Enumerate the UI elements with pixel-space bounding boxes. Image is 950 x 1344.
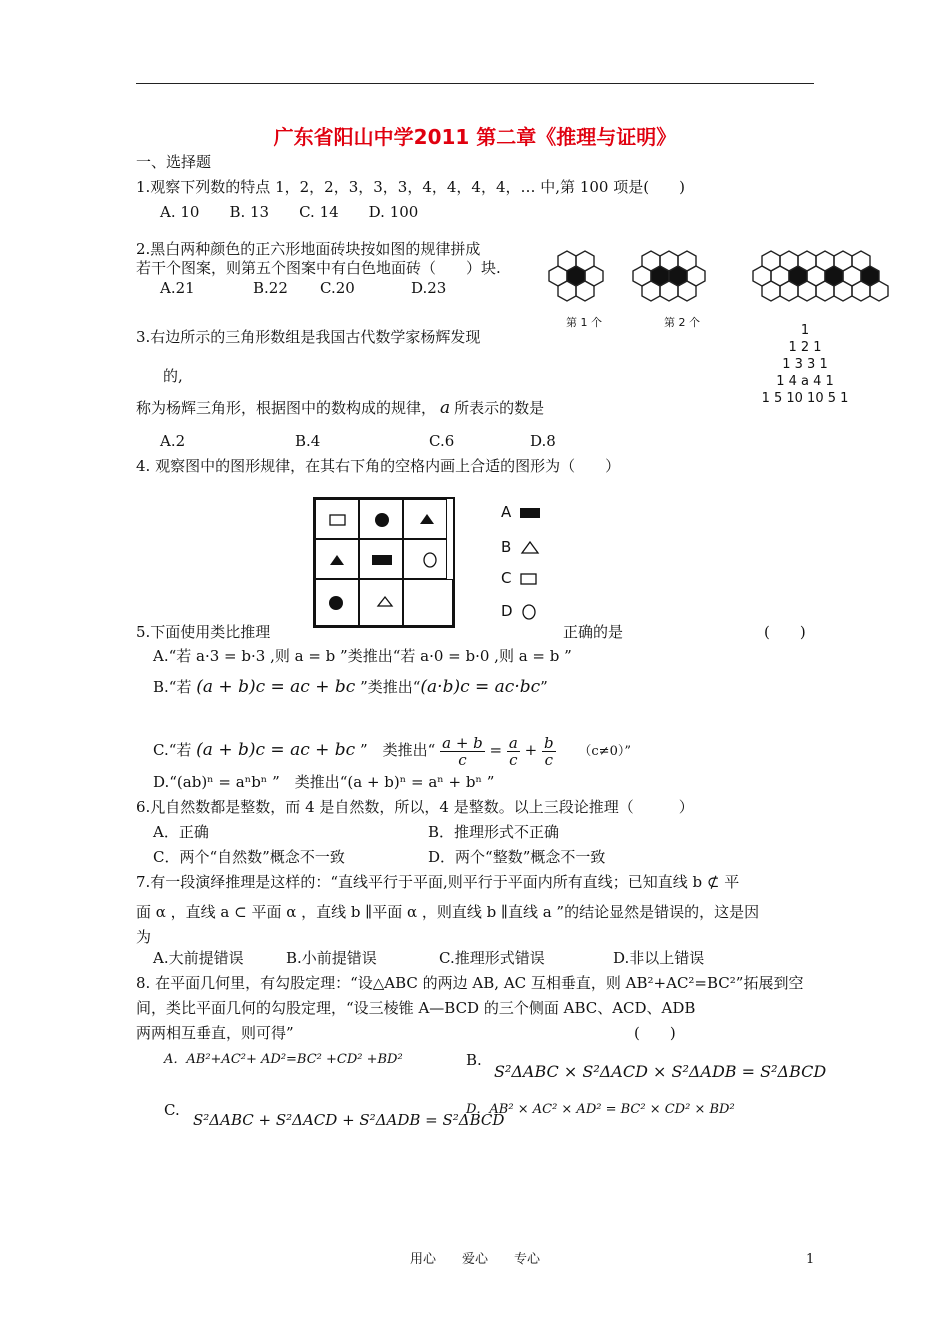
hex-caption-1: 第 1 个 (566, 316, 602, 329)
q7-option-a: A.大前提错误 (153, 949, 244, 967)
pascal-row-4: 1 4 a 4 1 (776, 374, 834, 389)
white-circle-icon (404, 540, 450, 580)
header-rule (136, 83, 814, 84)
q2-option-a: A.21 (160, 279, 195, 297)
black-rectangle-icon (360, 540, 404, 580)
pascal-row-2: 1 2 1 (788, 340, 822, 355)
q3-option-b: B.4 (295, 432, 321, 450)
black-rectangle-icon (516, 506, 542, 520)
white-rectangle-icon (316, 500, 360, 540)
q6-option-d: D．两个“整数”概念不一致 (428, 848, 606, 866)
q8-option-a: A．AB²+AC²+ AD²=BC² +CD² +BD² (164, 1052, 403, 1067)
q7-line1: 7.有一段演绎推理是这样的：“直线平行于平面,则平行于平面内所有直线；已知直线 b ⊄ 平 (136, 873, 740, 891)
q6-stem: 6.凡自然数都是整数，而 4 是自然数，所以，4 是整数。以上三段论推理（ ） (136, 798, 694, 816)
q4-choice-a: A (501, 502, 542, 522)
page-title: 广东省阳山中学2011 第二章《推理与证明》 (273, 125, 677, 149)
q8-answer-paren: ( ) (634, 1024, 676, 1042)
page-number: 1 (806, 1252, 815, 1267)
hex-figure-3 (753, 251, 888, 301)
hex-figure-2 (633, 251, 705, 301)
q5-answer-paren: ( ) (764, 623, 806, 641)
q2-option-b: B.22 (253, 279, 288, 297)
grid-cell (403, 499, 447, 539)
q8-option-b: S²ΔABC × S²ΔACD × S²ΔADB = S²ΔBCD (494, 1062, 827, 1081)
black-circle-icon (316, 580, 360, 627)
q7-option-d: D.非以上错误 (613, 949, 705, 967)
q1-options: A. 10 B. 13 C. 14 D. 100 (160, 203, 419, 221)
q4-choice-d: D (501, 601, 543, 621)
fraction-b-over-c: $\frac{b}{c}$ (544, 733, 554, 769)
pascal-row-5: 1 5 10 10 5 1 (761, 391, 849, 406)
grid-cell (359, 539, 403, 579)
q3-line3: 称为杨辉三角形，根据图中的数构成的规律， a 所表示的数是 (136, 398, 545, 418)
q5-stem-end: 正确的是 (563, 623, 624, 641)
empty-answer-cell (403, 579, 453, 626)
q2-option-d: D.23 (411, 279, 447, 297)
q3-option-d: D.8 (530, 432, 556, 450)
q6-option-c: C．两个“自然数”概念不一致 (153, 848, 345, 866)
grid-cell (403, 539, 447, 579)
q5-stem-start: 5.下面使用类比推理 (136, 623, 271, 641)
grid-cell (315, 539, 359, 579)
white-rectangle-icon (516, 572, 542, 586)
q4-choice-b: B (501, 537, 542, 557)
q7-option-b: B.小前提错误 (286, 949, 377, 967)
q2-option-c: C.20 (320, 279, 355, 297)
fraction-a-over-c: $\frac{a}{c}$ (508, 733, 518, 769)
pascal-row-3: 1 3 3 1 (782, 357, 828, 372)
grid-cell (359, 579, 403, 626)
hex-caption-2: 第 2 个 (664, 316, 700, 329)
q3-line1: 3.右边所示的三角形数组是我国古代数学家杨辉发现 (136, 328, 481, 346)
grid-cell (315, 579, 359, 626)
q4-choice-c: C (501, 568, 542, 588)
q7-line2: 面 α ，直线 a ⊂ 平面 α ，直线 b ∥平面 α ，则直线 b ∥直线 a ”的结论显然是错误的，这是因 (136, 903, 760, 921)
q5-option-a: A.“若 a·3 = b·3 ,则 a = b ”类推出“若 a·0 = b·0 ,则 a = b ” (153, 647, 572, 665)
q6-option-b: B．推理形式不正确 (428, 823, 560, 841)
black-circle-icon (360, 500, 404, 540)
q8-option-d: D．AB² × AC² × AD² = BC² × CD² × BD² (466, 1102, 735, 1117)
q5-option-c: C.“若 (a + b)c = ac + bc ” 类推出“ $\frac{a + b}{c}$ = $\frac{a}{c}$ + $\frac{b}{c}$ （c≠0）” (153, 733, 631, 769)
q8-line1: 8. 在平面几何里，有勾股定理：“设△ABC 的两边 AB, AC 互相垂直，则 AB²+AC²=BC²”拓展到空 (136, 974, 804, 992)
white-triangle-icon (516, 541, 542, 555)
q2-line1: 2.黑白两种颜色的正六形地面砖块按如图的规律拼成 (136, 240, 481, 258)
grid-cell (315, 499, 359, 539)
q4-shape-grid (313, 497, 455, 628)
q4-stem: 4. 观察图中的图形规律，在其右下角的空格内画上合适的图形为（ ） (136, 457, 621, 475)
white-triangle-icon (360, 580, 404, 627)
q5-option-b: B.“若 (a + b)c = ac + bc ”类推出“(a·b)c = ac·bc” (153, 677, 548, 697)
q8-option-b-label: B. (466, 1051, 482, 1069)
hex-figure-1 (549, 251, 603, 301)
q8-option-c-label: C. (164, 1101, 180, 1119)
q3-option-a: A.2 (160, 432, 186, 450)
grid-cell (359, 499, 403, 539)
q5-option-d: D.“(ab)ⁿ = aⁿbⁿ ” 类推出“(a + b)ⁿ = aⁿ + bⁿ ” (153, 773, 495, 791)
q7-option-c: C.推理形式错误 (439, 949, 545, 967)
footer-motto: 用心 爱心 专心 (409, 1252, 540, 1267)
q3-option-c: C.6 (429, 432, 455, 450)
q8-line2: 间，类比平面几何的勾股定理，“设三棱锥 A—BCD 的三个侧面 ABC、ACD、ADB (136, 999, 696, 1017)
q3-line2: 的, (163, 367, 183, 385)
black-triangle-icon (316, 540, 360, 580)
q7-line3: 为 (136, 928, 152, 946)
q1-stem: 1.观察下列数的特点 1，2，2，3，3，3，4，4，4，4，… 中,第 100 项是( ) (136, 178, 685, 196)
black-triangle-icon (404, 500, 450, 540)
q6-option-a: A．正确 (153, 823, 209, 841)
q2-line2: 若干个图案，则第五个图案中有白色地面砖（ ）块. (136, 259, 501, 277)
fraction-a-plus-b-over-c: $\frac{a + b}{c}$ (442, 733, 483, 769)
section-heading: 一、选择题 (136, 153, 212, 171)
q8-option-c: S²ΔABC + S²ΔACD + S²ΔADB = S²ΔBCD (193, 1111, 505, 1129)
q8-line3: 两两相互垂直，则可得” (136, 1024, 294, 1042)
white-circle-icon (517, 604, 543, 620)
pascal-row-1: 1 (800, 323, 810, 338)
